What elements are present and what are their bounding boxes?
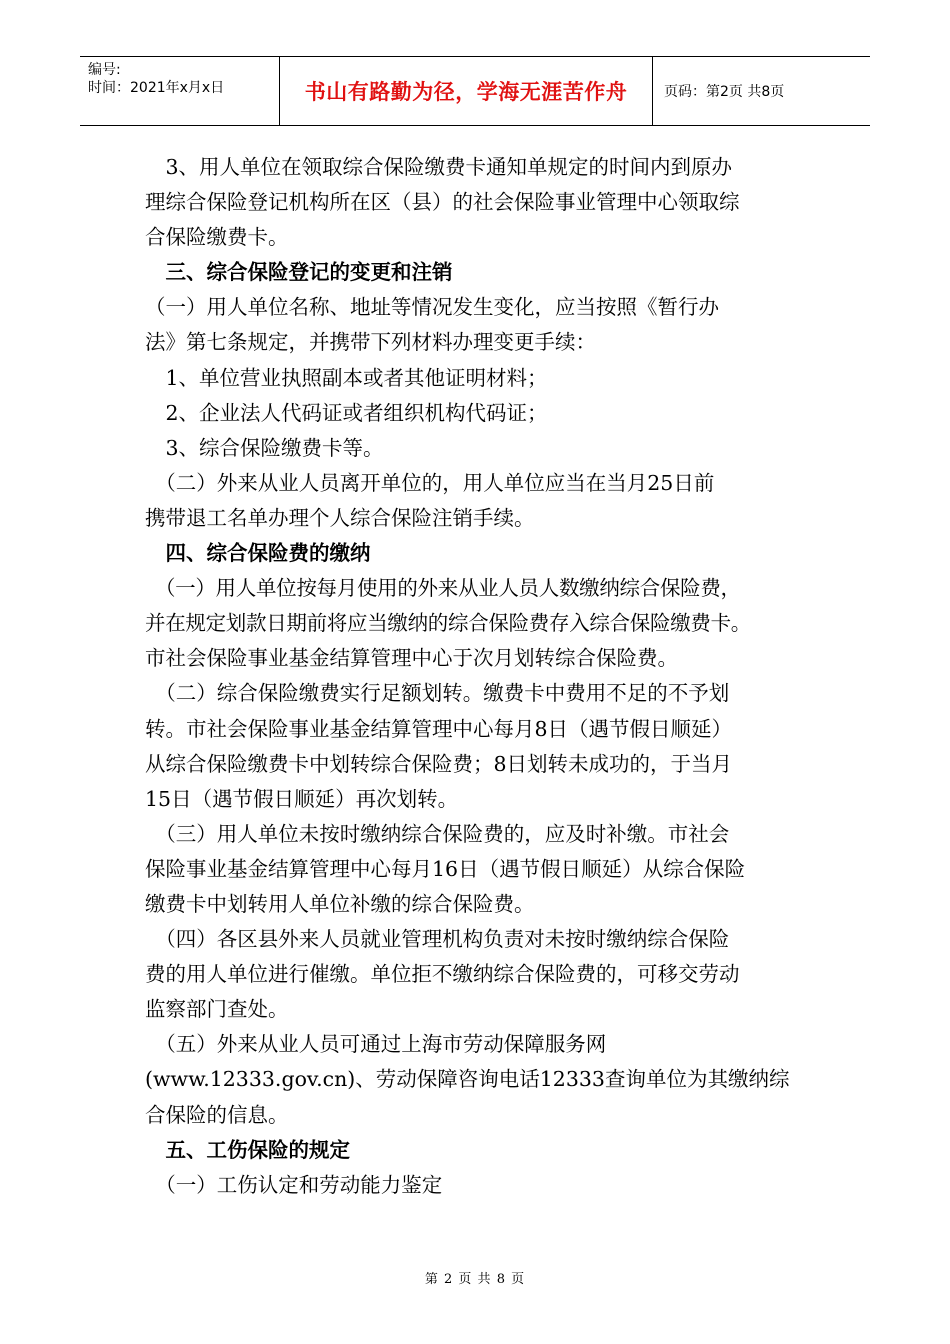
- date-label: 时间：2021年x月x日: [88, 80, 225, 96]
- serial-number-label: 编号:: [88, 62, 121, 78]
- section-heading: 四、综合保险费的缴纳: [145, 541, 371, 566]
- body-line: （五）外来从业人员可通过上海市劳动保障服务网: [145, 1032, 607, 1057]
- body-line: 合保险缴费卡。: [145, 225, 289, 250]
- body-line: （一）工伤认定和劳动能力鉴定: [145, 1172, 443, 1197]
- page-info: 页码：第2页 共8页: [664, 84, 785, 100]
- body-line: 并在规定划款日期前将应当缴纳的综合保险费存入综合保险缴费卡。: [145, 611, 751, 636]
- body-line: （二）综合保险缴费实行足额划转。缴费卡中费用不足的不予划: [145, 681, 730, 706]
- section-heading: 五、工伤保险的规定: [145, 1137, 350, 1162]
- body-line: 法》第七条规定，并携带下列材料办理变更手续：: [145, 330, 596, 355]
- body-line: （一）用人单位名称、地址等情况发生变化，应当按照《暂行办: [145, 295, 719, 320]
- body-line: 保险事业基金结算管理中心每月16日（遇节假日顺延）从综合保险: [145, 856, 746, 881]
- body-line: （一）用人单位按每月使用的外来从业人员人数缴纳综合保险费，: [145, 576, 741, 601]
- document-body: [145, 150, 805, 1203]
- body-line: 监察部门查处。: [145, 997, 289, 1022]
- body-line: (www.12333.gov.cn)、劳动保障咨询电话12333查询单位为其缴纳综: [145, 1067, 790, 1092]
- body-line: 1、单位营业执照副本或者其他证明材料；: [145, 365, 548, 390]
- body-line: 缴费卡中划转用人单位补缴的综合保险费。: [145, 891, 535, 916]
- body-line: 合保险的信息。: [145, 1102, 289, 1127]
- body-line: 3、综合保险缴费卡等。: [145, 435, 384, 460]
- body-line: 2、企业法人代码证或者组织机构代码证；: [145, 400, 548, 425]
- document-header: [80, 56, 870, 126]
- body-line: 携带退工名单办理个人综合保险注销手续。: [145, 505, 535, 530]
- header-motto-cell: [280, 57, 653, 125]
- body-line: 从综合保险缴费卡中划转综合保险费；8日划转未成功的，于当月: [145, 751, 733, 776]
- body-line: （二）外来从业人员离开单位的，用人单位应当在当月25日前: [145, 470, 715, 495]
- body-line: （四）各区县外来人员就业管理机构负责对未按时缴纳综合保险: [145, 927, 730, 952]
- page-footer: 第 2 页 共 8 页: [424, 1272, 526, 1287]
- body-line: 3、用人单位在领取综合保险缴费卡通知单规定的时间内到原办: [145, 155, 733, 179]
- section-heading: 三、综合保险登记的变更和注销: [145, 260, 453, 285]
- motto-text: 书山有路勤为径，学海无涯苦作舟: [304, 79, 628, 104]
- body-line: 市社会保险事业基金结算管理中心于次月划转综合保险费。: [145, 646, 678, 671]
- body-line: 15日（遇节假日顺延）再次划转。: [145, 786, 459, 811]
- header-meta-cell: [80, 57, 280, 125]
- body-line: 费的用人单位进行催缴。单位拒不缴纳综合保险费的，可移交劳动: [145, 962, 740, 987]
- header-page-cell: [654, 57, 870, 125]
- body-line: 理综合保险登记机构所在区（县）的社会保险事业管理中心领取综: [145, 190, 740, 215]
- body-line: 转。市社会保险事业基金结算管理中心每月8日（遇节假日顺延）: [145, 716, 733, 741]
- body-line: （三）用人单位未按时缴纳综合保险费的，应及时补缴。市社会: [145, 821, 730, 846]
